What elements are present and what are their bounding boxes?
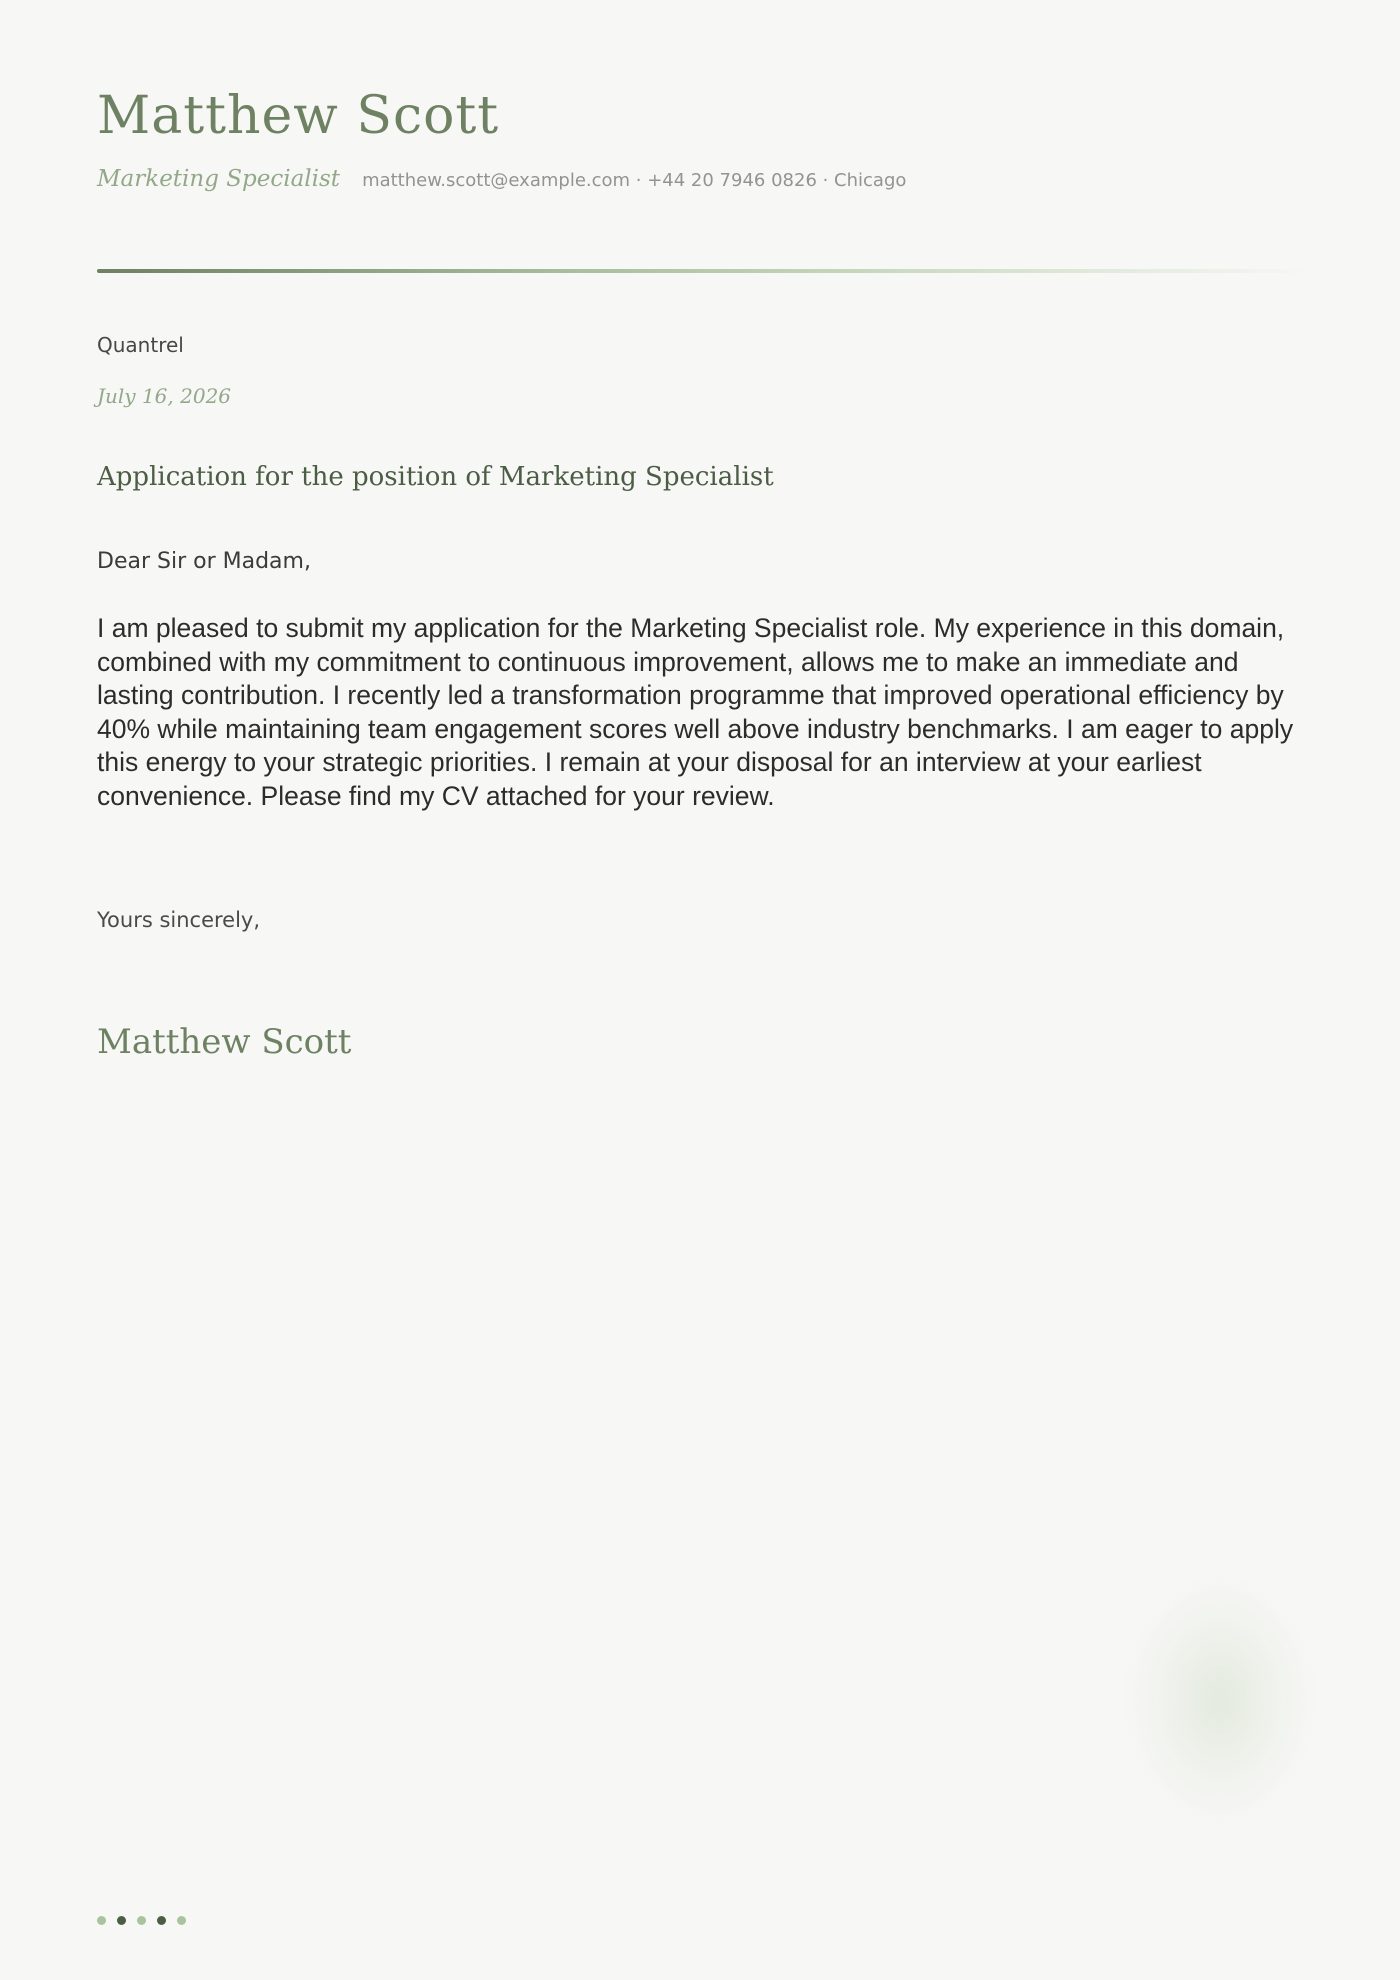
decorative-blob xyxy=(1130,1580,1310,1820)
header-divider xyxy=(97,269,1307,273)
decorative-dot xyxy=(157,1916,166,1925)
letter-body: I am pleased to submit my application for the Marketing Specialist role. My experience in this domain, combined with my commitment to continuous improvement, allows me to make an immediate and lasting contribution. I recently led a transformation programme that improved operational efficiency by 40% while maintaining team engagement scores well above industry benchmarks. I am eager to apply this energy to your strategic priorities. I remain at your disposal for an interview at your earliest convenience. Please find my CV attached for your review. xyxy=(97,613,1294,811)
salutation: Dear Sir or Madam, xyxy=(97,549,311,574)
decorative-dot xyxy=(117,1916,126,1925)
decorative-dots xyxy=(97,1916,186,1925)
contact-info: matthew.scott@example.com · +44 20 7946 0826 · Chicago xyxy=(362,170,907,191)
closing: Yours sincerely, xyxy=(97,908,261,932)
header-subline xyxy=(97,166,906,192)
letter-date: July 16, 2026 xyxy=(97,384,232,408)
decorative-dot xyxy=(137,1916,146,1925)
applicant-name: Matthew Scott xyxy=(97,86,500,146)
decorative-dot xyxy=(177,1916,186,1925)
applicant-role: Marketing Specialist xyxy=(97,166,341,192)
signature: Matthew Scott xyxy=(97,1022,352,1062)
letter-subject: Application for the position of Marketing Specialist xyxy=(97,462,774,492)
decorative-dot xyxy=(97,1916,106,1925)
recipient-company: Quantrel xyxy=(97,333,184,357)
